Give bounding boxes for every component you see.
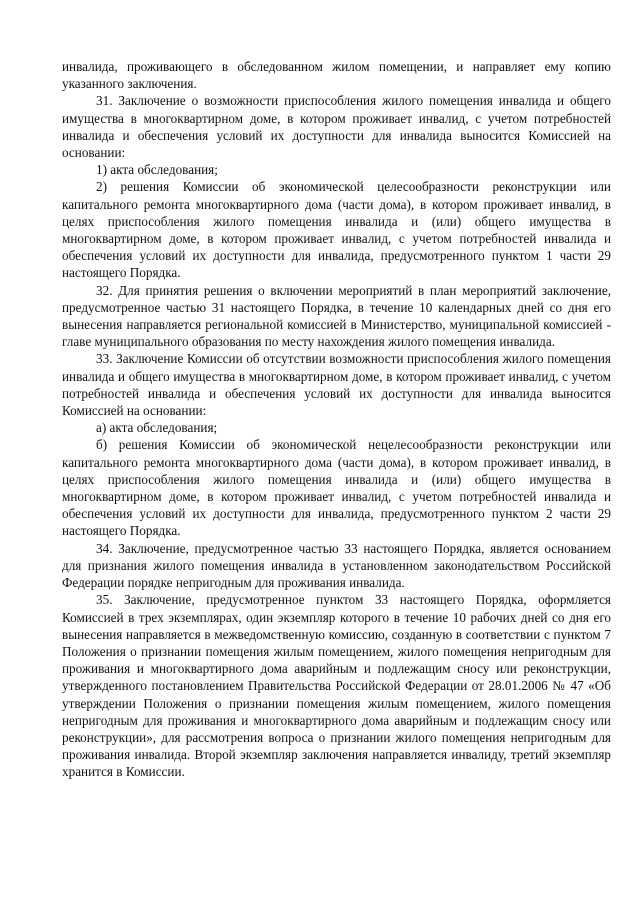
document-page (62, 58, 611, 781)
paragraph-34: 34. Заключение, предусмотренное частью 33 настоящего Порядка, является основанием для признания жилого помещения инвалида в установленном законодательством Российской Федерации порядке непригодным для проживания инвалида. (62, 540, 611, 591)
paragraph-33-item-b: б) решения Комиссии об экономической нецелесообразности реконструкции или капитального ремонта многоквартирного дома (части дома), в котором проживает инвалид, в целях приспособления жилого помещения инвалида и (или) общего имущества в многоквартирном доме, в котором проживает инвалид, с учетом потребностей инвалида и обеспечения условий их доступности для инвалида, предусмотренного пунктом 2 части 29 настоящего Порядка. (62, 437, 611, 539)
paragraph-continuation: инвалида, проживающего в обследованном жилом помещении, и направляет ему копию указанного заключения. (62, 59, 611, 92)
paragraph-33: 33. Заключение Комиссии об отсутствии возможности приспособления жилого помещения инвалида и общего имущества в многоквартирном доме, в котором проживает инвалид, с учетом потребностей инвалида и обеспечения условий их доступности для инвалида выносится Комиссией на основании: (62, 351, 611, 419)
paragraph-31: 31. Заключение о возможности приспособления жилого помещения инвалида и общего имущества в многоквартирном доме, в котором проживает инвалид, с учетом потребностей инвалида и обеспечения условий их доступности для инвалида выносится Комиссией на основании: (62, 93, 611, 161)
paragraph-33-item-a: а) акта обследования; (96, 420, 218, 436)
paragraph-31-item-1: 1) акта обследования; (96, 162, 218, 178)
paragraph-31-item-2: 2) решения Комиссии об экономической целесообразности реконструкции или капитального ремонта многоквартирного дома (части дома), в котором проживает инвалид, в целях приспособления жилого помещения инвалида и (или) общего имущества в многоквартирном доме, в котором проживает инвалид, с учетом потребностей инвалида и обеспечения условий их доступности для инвалида, предусмотренного пунктом 1 части 29 настоящего Порядка. (62, 179, 611, 281)
paragraph-35: 35. Заключение, предусмотренное пунктом 33 настоящего Порядка, оформляется Комиссией в трех экземплярах, один экземпляр которого в течение 10 рабочих дней со дня его вынесения направляется в межведомственную комиссию, созданную в соответствии с пунктом 7 Положения о признании помещения жилым помещением, жилого помещения непригодным для проживания и многоквартирного дома аварийным и подлежащим сносу или реконструкции, утвержденного постановлением Правительства Российской Федерации от 28.01.2006 № 47 «Об утверждении Положения о признании помещения жилым помещением, жилого помещения непригодным для проживания и многоквартирного дома аварийным и подлежащим сносу или реконструкции», для рассмотрения вопроса о признании жилого помещения непригодным для проживания инвалида. Второй экземпляр заключения направляется инвалиду, третий экземпляр хранится в Комиссии. (62, 592, 611, 780)
paragraph-32: 32. Для принятия решения о включении мероприятий в план мероприятий заключение, предусмотренное частью 31 настоящего Порядка, в течение 10 календарных дней со дня его вынесения направляется региональной комиссией в Министерство, муниципальной комиссией - главе муниципального образования по месту нахождения жилого помещения инвалида. (62, 282, 611, 350)
